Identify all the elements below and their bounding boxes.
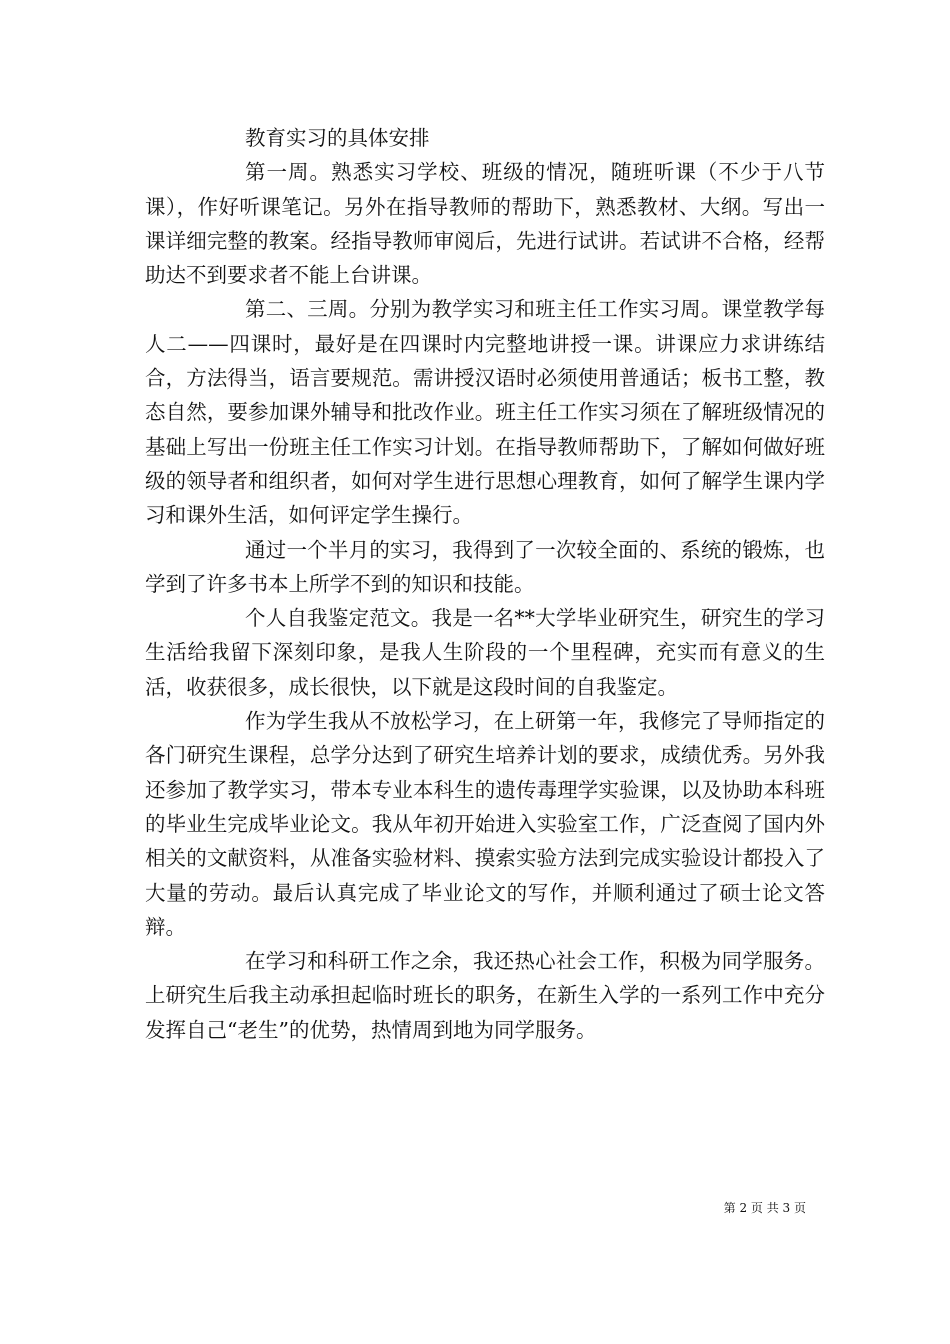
paragraph-week-one: 第一周。熟悉实习学校、班级的情况，随班听课（不少于八节课），作好听课笔记。另外在指导教师的帮助下，熟悉教材、大纲。写出一课详细完整的教案。经指导教师审阅后，先进行试讲。若试讲不合格，经帮助达不到要求者不能上台讲课。 [145, 160, 825, 288]
paragraph-study: 作为学生我从不放松学习，在上研第一年，我修完了导师指定的各门研究生课程，总学分达到了研究生培养计划的要求，成绩优秀。另外我还参加了教学实习，带本专业本科生的遗传毒理学实验课，以及协助本科班的毕业生完成毕业论文。我从年初开始进入实验室工作，广泛查阅了国内外相关的文献资料，从准备实验材料、摸索实验方法到完成实验设计都投入了大量的劳动。最后认真完成了毕业论文的写作，并顺利通过了硕士论文答辩。 [145, 709, 825, 939]
paragraph-social-work: 在学习和科研工作之余，我还热心社会工作，积极为同学服务。上研究生后我主动承担起临时班长的职务，在新生入学的一系列工作中充分发挥自己“老生”的优势，热情周到地为同学服务。 [145, 949, 825, 1042]
section-heading: 教育实习的具体安排 [245, 126, 430, 150]
paragraph-weeks-two-three: 第二、三周。分别为教学实习和班主任工作实习周。课堂教学每人二——四课时，最好是在四课时内完整地讲授一课。讲课应力求讲练结合，方法得当，语言要规范。需讲授汉语时必须使用普通话；板书工整，教态自然，要参加课外辅导和批改作业。班主任工作实习须在了解班级情况的基础上写出一份班主任工作实习计划。在指导教师帮助下，了解如何做好班级的领导者和组织者，如何对学生进行思想心理教育，如何了解学生课内学习和课外生活，如何评定学生操行。 [145, 297, 825, 528]
paragraph-self-appraisal-intro: 个人自我鉴定范文。我是一名**大学毕业研究生，研究生的学习生活给我留下深刻印象，是我人生阶段的一个里程碑，充实而有意义的生活，收获很多，成长很快，以下就是这段时间的自我鉴定。 [145, 606, 825, 699]
document-body [145, 121, 825, 1047]
paragraph-internship-summary: 通过一个半月的实习，我得到了一次较全面的、系统的锻炼，也学到了许多书本上所学不到的知识和技能。 [145, 537, 825, 596]
page-number: 第 2 页 共 3 页 [723, 1201, 806, 1215]
